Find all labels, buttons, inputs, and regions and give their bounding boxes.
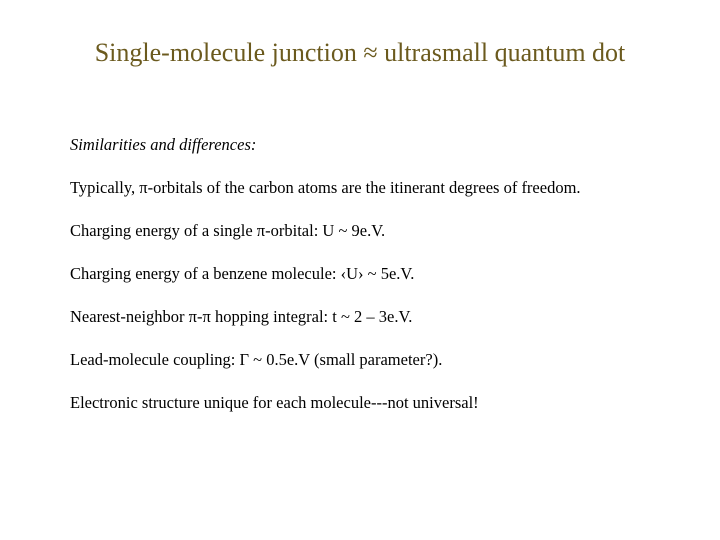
slide-title: Single-molecule junction ≈ ultrasmall quantum dot xyxy=(94,38,626,67)
bullet-itinerant-orbitals: Typically, π-orbitals of the carbon atoms are the itinerant degrees of freedom. xyxy=(70,178,581,197)
bullet-hopping-integral: Nearest-neighbor π-π hopping integral: t ~ 2 – 3e.V. xyxy=(70,307,413,326)
bullet-lead-coupling: Lead-molecule coupling: Γ ~ 0.5e.V (small parameter?). xyxy=(70,350,443,369)
bullet-electronic-structure: Electronic structure unique for each molecule---not universal! xyxy=(70,393,479,412)
bullet-benzene-charging: Charging energy of a benzene molecule: ‹U› ~ 5e.V. xyxy=(70,264,415,283)
bullet-single-orbital-charging: Charging energy of a single π-orbital: U ~ 9e.V. xyxy=(70,221,386,240)
slide-body xyxy=(70,134,690,414)
subheading: Similarities and differences: xyxy=(70,135,257,154)
